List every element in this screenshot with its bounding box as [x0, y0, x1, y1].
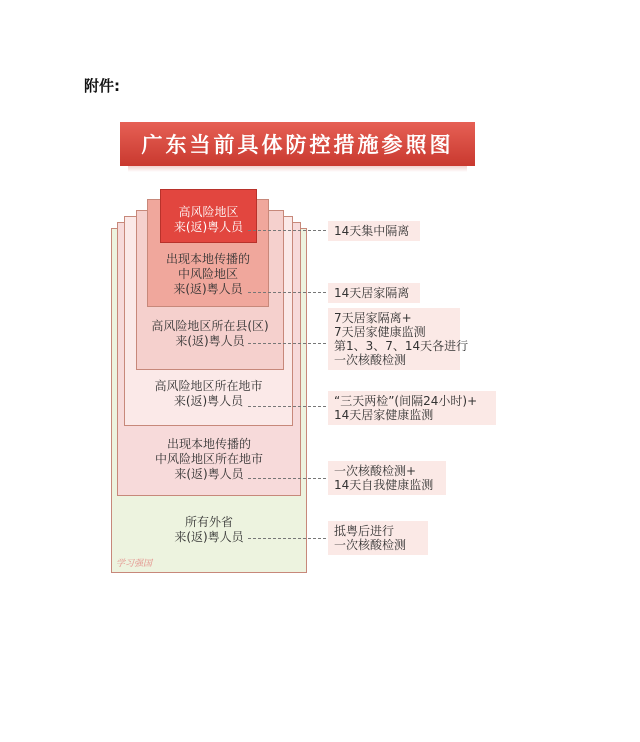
- measure-line: 一次核酸检测: [334, 538, 407, 552]
- banner-shadow: [128, 166, 467, 172]
- measure-line: 14天集中隔离: [334, 224, 410, 238]
- layer-label-line: 来(返)粤人员: [173, 394, 244, 408]
- measure-tag-high-risk-city: [328, 391, 496, 425]
- layer-label-line: 来(返)粤人员: [175, 334, 245, 348]
- layer-label-line: 中风险地区所在地市: [154, 452, 263, 466]
- layer-label-line: 所有外省: [184, 515, 233, 529]
- layer-label-line: 高风险地区所在地市: [154, 379, 263, 393]
- layer-mid-risk-city-label: [118, 437, 300, 482]
- measure-line: 7天居家健康监测: [334, 325, 426, 339]
- measure-tag-mid-risk-area: [328, 283, 420, 303]
- measure-tag-all-provinces: [328, 521, 428, 555]
- leader-line: [248, 406, 326, 407]
- layer-label-line: 出现本地传播的: [166, 437, 251, 451]
- layer-high-risk-area-label: [161, 205, 256, 235]
- layer-high-risk-county-label: [137, 319, 283, 349]
- measure-line: 一次核酸检测: [334, 353, 407, 367]
- measure-line: 第1、3、7、14天各进行: [334, 339, 469, 353]
- layer-label-line: 来(返)粤人员: [173, 220, 244, 234]
- leader-line: [248, 230, 326, 231]
- leader-line: [248, 343, 326, 344]
- measure-line: 抵粤后进行: [334, 524, 395, 538]
- attachment-label: 附件:: [84, 77, 120, 95]
- layer-all-provinces-label: [112, 515, 306, 545]
- measure-tag-high-risk-county: [328, 308, 469, 370]
- measure-line: 一次核酸检测+: [334, 464, 417, 478]
- layer-label-line: 高风险地区: [178, 205, 239, 219]
- layer-label-line: 来(返)粤人员: [173, 282, 243, 296]
- measure-line: 7天居家隔离+: [334, 311, 412, 325]
- measure-line: “三天两检”(间隔24小时)+: [334, 394, 478, 408]
- leader-line: [248, 292, 326, 293]
- layer-label-line: 高风险地区所在县(区): [151, 319, 269, 333]
- signature-mark: 学习强国: [116, 559, 153, 569]
- chart-title-banner: 广东当前具体防控措施参照图: [120, 122, 475, 166]
- measure-tag-high-risk-area: [328, 221, 420, 241]
- layer-high-risk-city-label: [125, 379, 292, 409]
- layer-mid-risk-area-label: [148, 252, 268, 297]
- layer-label-line: 出现本地传播的: [165, 252, 250, 266]
- leader-line: [248, 538, 326, 539]
- measure-tag-mid-risk-city: [328, 461, 446, 495]
- layer-label-line: 中风险地区: [177, 267, 238, 281]
- measure-line: 14天自我健康监测: [334, 478, 434, 492]
- layer-label-line: 来(返)粤人员: [174, 467, 244, 481]
- leader-line: [248, 478, 326, 479]
- layer-high-risk-area: [160, 189, 257, 243]
- measure-line: 14天居家健康监测: [334, 408, 434, 422]
- layer-label-line: 来(返)粤人员: [174, 530, 244, 544]
- measure-line: 14天居家隔离: [334, 286, 410, 300]
